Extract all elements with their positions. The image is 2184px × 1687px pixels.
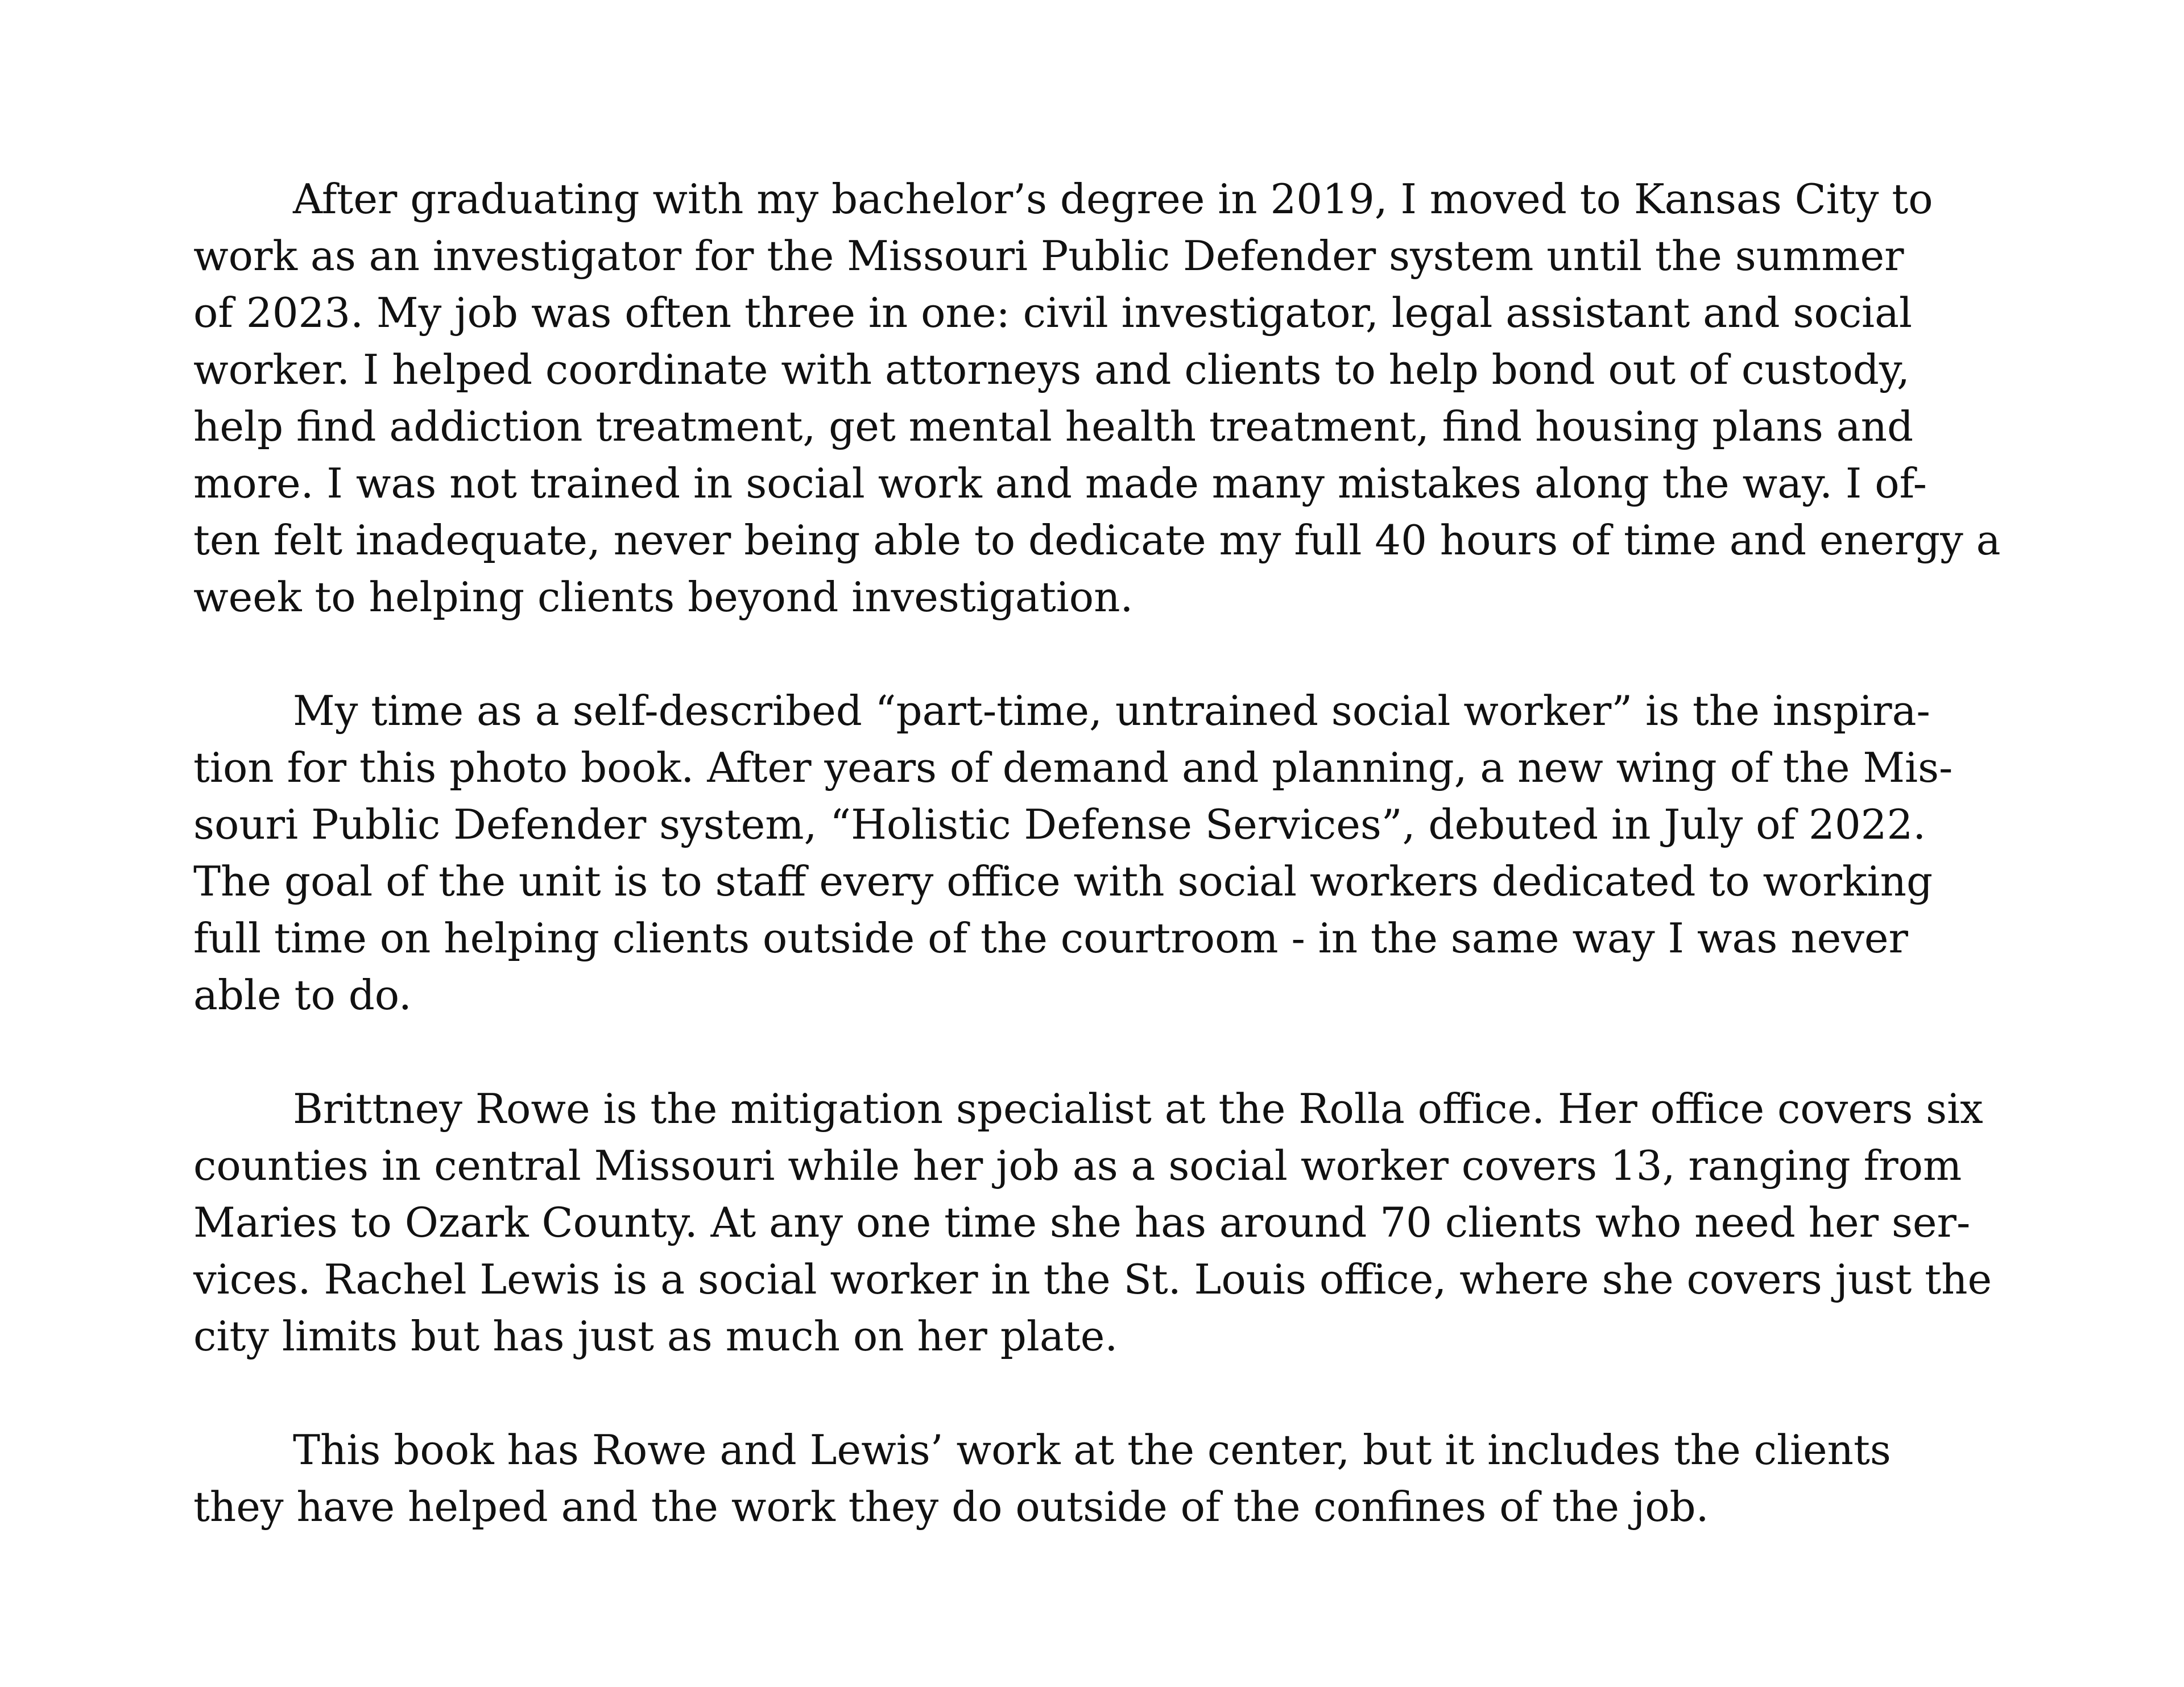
text-line: full time on helping clients outside of the courtroom - in the same way I was never [193, 914, 1908, 962]
text-line: My time as a self-described “part-time, untrained social worker” is the inspira- [293, 687, 1930, 735]
paragraph-4 [193, 1421, 2013, 1535]
paragraph-2 [193, 682, 2013, 1023]
text-line: week to helping clients beyond investigation. [193, 573, 1134, 621]
text-line: worker. I helped coordinate with attorneys and clients to help bond out of custody, [193, 346, 1910, 393]
text-line: more. I was not trained in social work and made many mistakes along the way. I of- [193, 459, 1927, 507]
paragraph-1 [193, 171, 2013, 625]
body-text [193, 171, 2013, 1535]
text-line: work as an investigator for the Missouri Public Defender system until the summer [193, 232, 1904, 280]
text-line: ten felt inadequate, never being able to dedicate my full 40 hours of time and energy a [193, 516, 2001, 564]
text-line: vices. Rachel Lewis is a social worker in the St. Louis office, where she covers just the [193, 1255, 1992, 1303]
text-line: souri Public Defender system, “Holistic Defense Services”, debuted in July of 2022. [193, 801, 1926, 848]
text-line: The goal of the unit is to staff every office with social workers dedicated to working [193, 857, 1933, 905]
text-line: able to do. [193, 971, 412, 1019]
text-line: Maries to Ozark County. At any one time she has around 70 clients who need her ser- [193, 1199, 1971, 1246]
text-line: Brittney Rowe is the mitigation specialist at the Rolla office. Her office covers six [293, 1085, 1983, 1133]
text-line: After graduating with my bachelor’s degree in 2019, I moved to Kansas City to [293, 175, 1933, 223]
paragraph-3 [193, 1080, 2013, 1365]
text-line: of 2023. My job was often three in one: civil investigator, legal assistant and social [193, 289, 1913, 337]
text-line: This book has Rowe and Lewis’ work at the center, but it includes the clients [293, 1426, 1891, 1474]
text-line: they have helped and the work they do outside of the confines of the job. [193, 1483, 1709, 1531]
text-line: counties in central Missouri while her job as a social worker covers 13, ranging from [193, 1142, 1962, 1189]
text-line: tion for this photo book. After years of demand and planning, a new wing of the Mis- [193, 744, 1953, 791]
text-line: city limits but has just as much on her plate. [193, 1312, 1118, 1360]
text-line: help find addiction treatment, get mental health treatment, find housing plans and [193, 403, 1914, 450]
